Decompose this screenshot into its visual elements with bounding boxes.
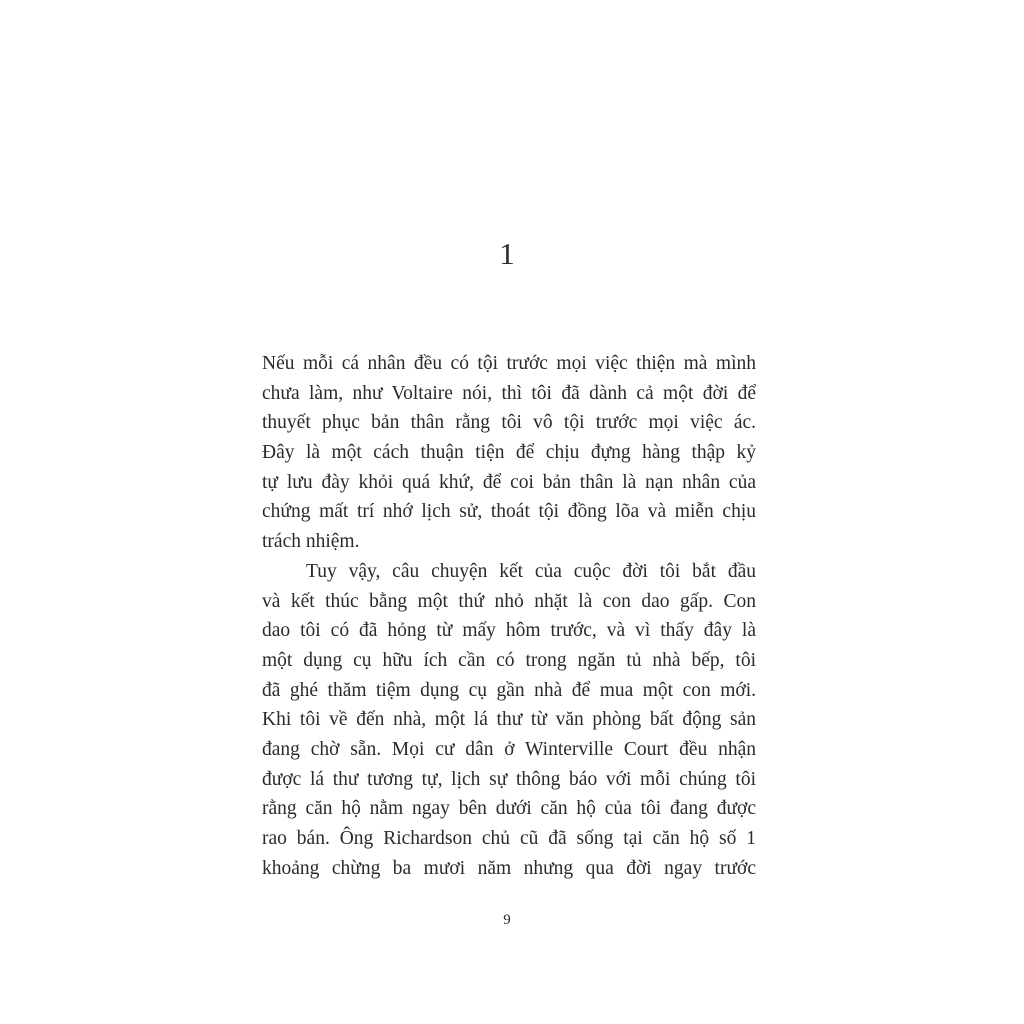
text-line: và kết thúc bằng một thứ nhỏ nhặt là con dao gấp. Con [262,590,756,612]
text-line: đã ghé thăm tiệm dụng cụ gần nhà để mua một con mới. [262,679,756,701]
text-line: một dụng cụ hữu ích cần có trong ngăn tủ nhà bếp, tôi [262,649,756,671]
text-line: dao tôi có đã hỏng từ mấy hôm trước, và vì thấy đây là [262,620,756,642]
text-line: Nếu mỗi cá nhân đều có tội trước mọi việc thiện mà mình [262,353,756,374]
text-line: Khi tôi về đến nhà, một lá thư từ văn phòng bất động sản [262,709,756,731]
page-number: 9 [503,912,511,928]
text-line: thuyết phục bản thân rằng tôi vô tội trước mọi việc ác. [262,412,756,434]
text-line: trách nhiệm. [262,531,360,553]
text-line: được lá thư tương tự, lịch sự thông báo với mỗi chúng tôi [262,768,756,790]
text-line: Tuy vậy, câu chuyện kết của cuộc đời tôi bắt đầu [306,560,756,582]
text-line: khoảng chừng ba mươi năm nhưng qua đời ngay trước [262,857,756,879]
text-line: Đây là một cách thuận tiện để chịu đựng hàng thập kỷ [262,442,756,464]
text-line: rao bán. Ông Richardson chủ cũ đã sống tại căn hộ số 1 [262,828,756,849]
text-line: chưa làm, như Voltaire nói, thì tôi đã dành cả một đời để [262,382,756,404]
text-line: chứng mất trí nhớ lịch sử, thoát tội đồng lõa và miễn chịu [262,501,756,523]
text-line: tự lưu đày khỏi quá khứ, để coi bản thân là nạn nhân của [262,471,756,493]
text-line: đang chờ sẵn. Mọi cư dân ở Winterville Court đều nhận [262,738,756,760]
body-text [262,349,756,883]
text-line: rằng căn hộ nằm ngay bên dưới căn hộ của tôi đang được [262,798,756,820]
chapter-number: 1 [499,236,515,271]
